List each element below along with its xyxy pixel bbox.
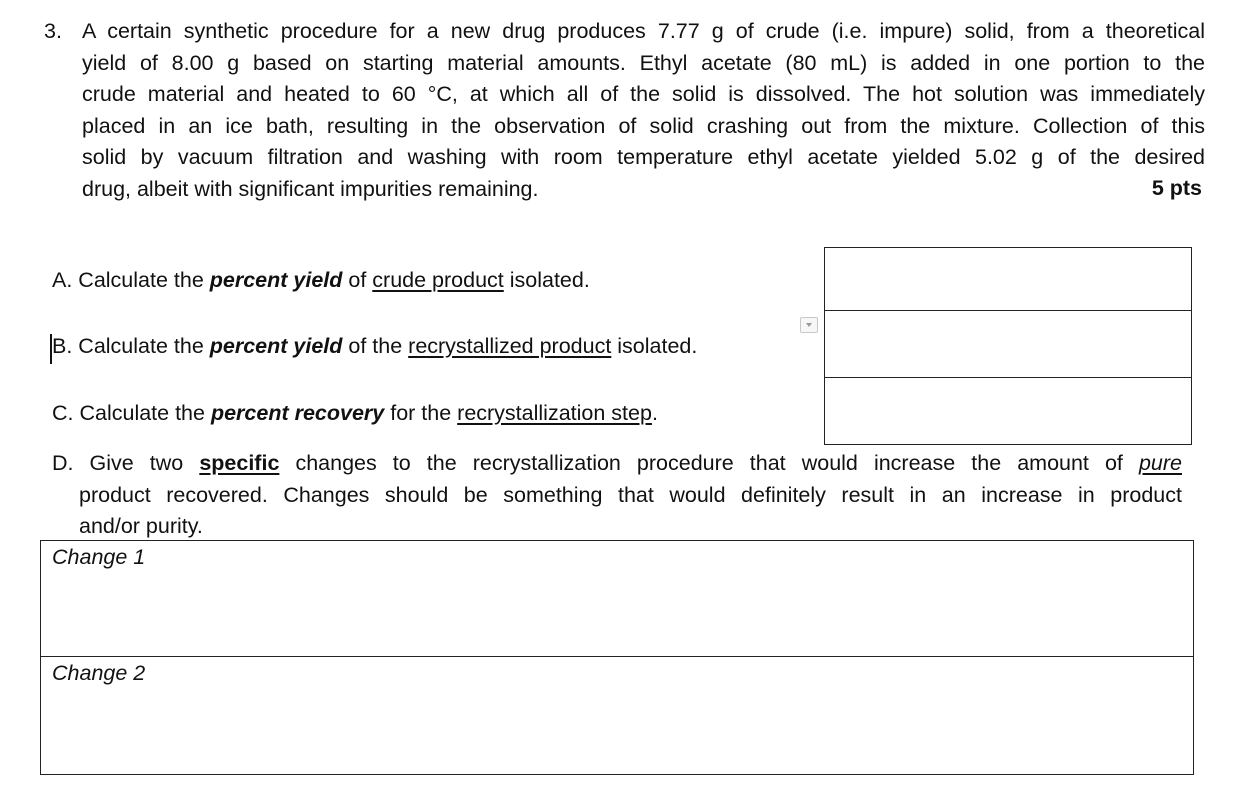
part-c-text: C. Calculate the [52,401,211,425]
question-line: placed in an ice bath, resulting in the observation of solid crashing out from the mixture. Collection of this [82,113,1205,138]
part-b-text: of the [342,334,409,358]
part-d-prompt [52,448,1182,543]
dropdown-arrow-icon[interactable] [800,317,818,333]
points-label: 5 pts [1151,176,1202,200]
part-a-text: A. Calculate the [52,268,210,292]
question-line: solid by vacuum filtration and washing with room temperature ethyl acetate yielded 5.02 g of the desired [82,145,1205,169]
change-1-label: Change 1 [52,545,146,569]
part-d-text: D. Give two [52,451,200,475]
part-c-underlined: recrystallization step [457,401,652,425]
part-d-text: changes to the recrystallization procedure that would increase the amount of [279,451,1139,475]
answer-cell-c[interactable] [825,378,1191,444]
part-d-bold-underlined: specific [199,451,280,475]
part-b-text: B. Calculate the [52,334,210,358]
part-a-prompt [52,265,590,296]
part-c-emphasis: percent recovery [210,401,385,425]
part-a-emphasis: percent yield [209,268,343,292]
part-a-underlined: crude product [372,268,504,292]
part-c-prompt [52,398,658,429]
changes-table [40,540,1194,775]
question-line: crude material and heated to 60 °C, at which all of the solid is dissolved. The hot solution was immediately [82,82,1205,106]
part-d-line [52,448,1182,480]
change-1-cell[interactable] [41,541,1193,657]
answer-cell-b[interactable] [825,311,1191,378]
part-b-text: isolated. [611,334,698,358]
part-b-emphasis: percent yield [209,334,343,358]
answer-cell-a[interactable] [825,248,1191,311]
question-line: A certain synthetic procedure for a new drug produces 7.77 g of crude (i.e. impure) solid, from a theoretical [82,19,1205,43]
part-c-text: for the [384,401,458,425]
question-number: 3. [44,19,62,43]
part-d-line: product recovered. Changes should be something that would definitely result in an increase in product [79,482,1182,507]
part-d-line: and/or purity. [79,514,203,538]
part-b-prompt [52,331,697,362]
question-line: drug, albeit with significant impurities remaining. [82,176,539,201]
part-d-italic-underlined: pure [1138,451,1182,475]
change-2-label: Change 2 [52,661,146,685]
question-line: yield of 8.00 g based on starting material amounts. Ethyl acetate (80 mL) is added in one portion to the [82,50,1205,75]
part-c-text: . [651,401,658,425]
question-text [82,16,1205,205]
change-2-cell[interactable] [41,657,1193,773]
answer-table [824,247,1192,445]
part-a-text: isolated. [503,268,590,292]
part-b-underlined: recrystallized product [408,334,612,358]
part-a-text: of [342,268,373,292]
